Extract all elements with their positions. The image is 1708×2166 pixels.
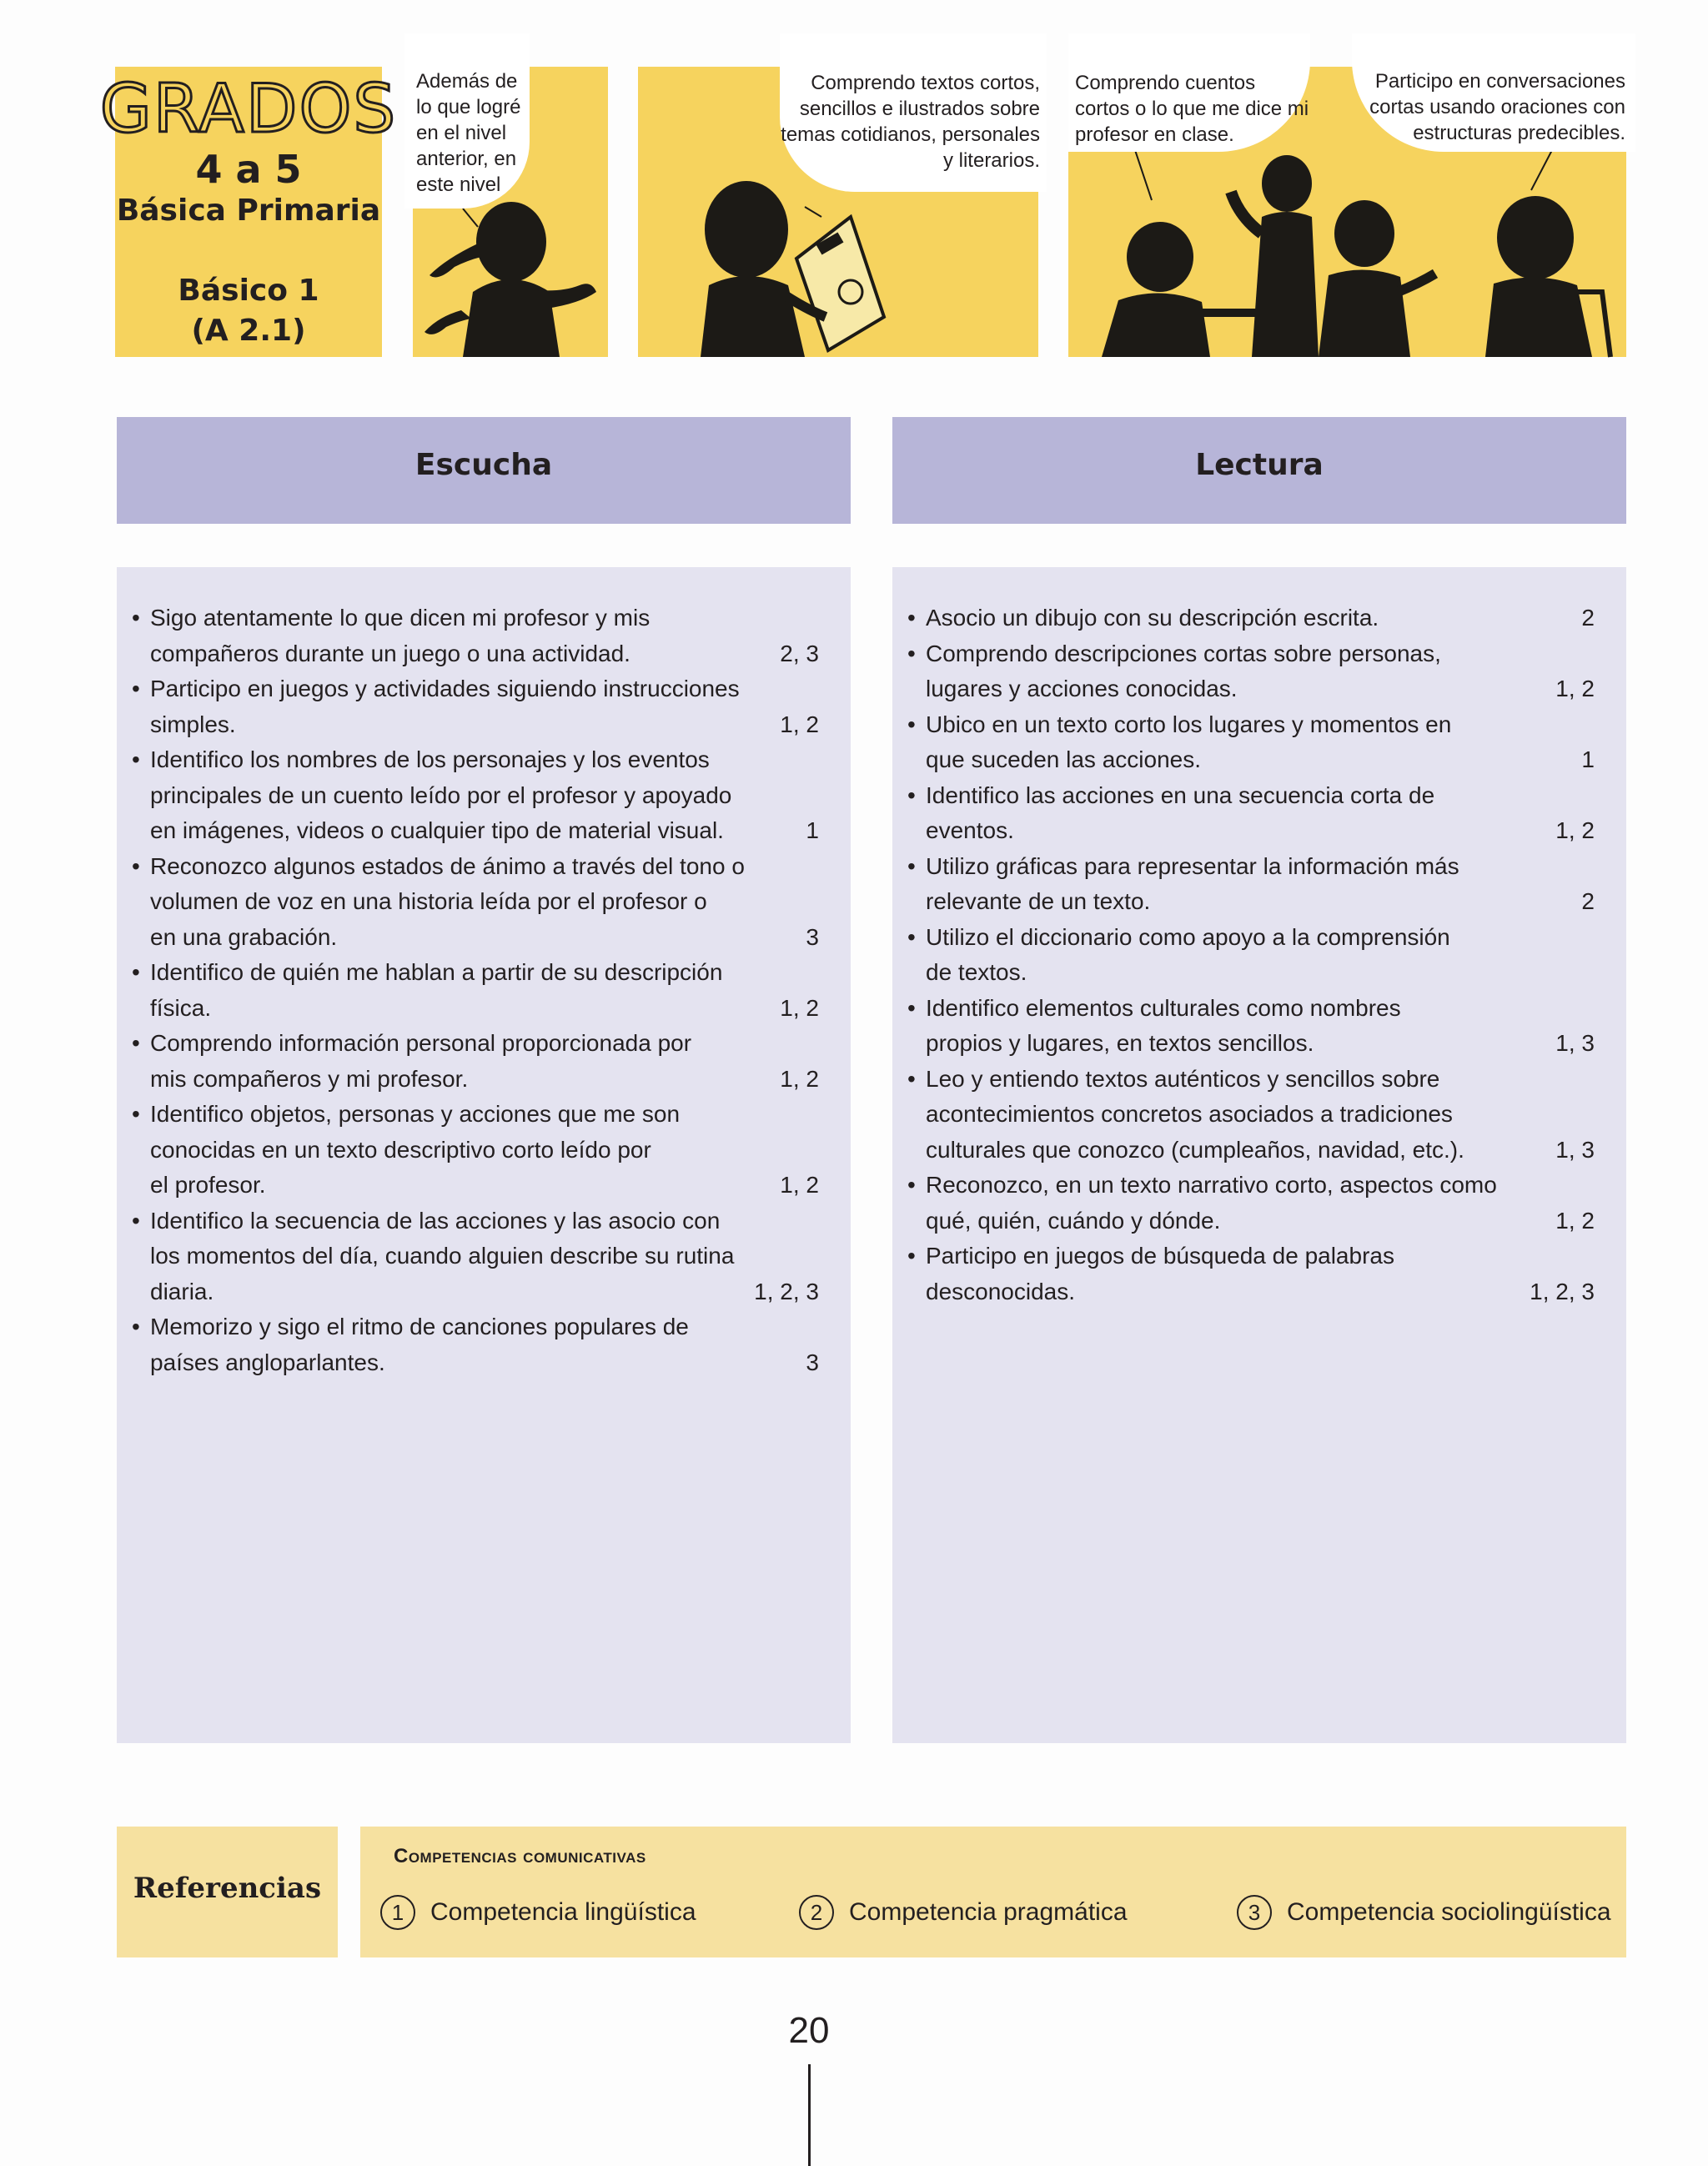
list-text: propios y lugares, en textos sencillos. (926, 1030, 1314, 1056)
list-bullet: • (907, 1065, 916, 1092)
competence-reference: 1, 2, 3 (754, 1278, 819, 1304)
competence-reference: 2 (1581, 605, 1595, 631)
list-line (907, 1239, 1610, 1274)
list-text: Identifico la secuencia de las acciones y las asocio con (150, 1207, 721, 1234)
page-number: 20 (788, 2010, 830, 2051)
grade-level: Básica Primaria (116, 193, 381, 228)
escucha-header: Escucha (117, 417, 851, 524)
list-text: simples. (150, 711, 236, 737)
list-text: Utilizo gráficas para representar la información más (926, 852, 1459, 879)
list-bullet: • (907, 640, 916, 666)
list-bullet: • (907, 1172, 916, 1198)
list-line (907, 1133, 1610, 1168)
list-line (907, 1062, 1610, 1097)
list-text: que suceden las acciones. (926, 746, 1201, 772)
list-text: Identifico objetos, personas y acciones que me son (150, 1101, 681, 1127)
list-text: Participo en juegos y actividades siguiendo instrucciones (150, 676, 740, 701)
references-title: Competencias comunicativas (394, 1845, 646, 1867)
competence-reference: 1 (806, 817, 819, 843)
list-bullet: • (907, 994, 916, 1021)
list-line (907, 991, 1610, 1026)
list-bullet: • (132, 959, 140, 985)
list-text: Asocio un dibujo con su descripción escrita. (926, 605, 1379, 631)
competence-reference: 1, 2, 3 (1530, 1278, 1595, 1304)
list-line (132, 1168, 834, 1203)
list-text: Comprendo información personal proporcionada por (150, 1030, 692, 1056)
list-text: acontecimientos concretos asociados a tradiciones (926, 1101, 1453, 1127)
list-line (907, 1097, 1610, 1132)
list-text: Identifico elementos culturales como nombres (926, 994, 1401, 1021)
list-bullet: • (907, 923, 916, 950)
speech-bubble-4: Participo en conversaciones cortas usando oraciones con estructuras predecibles. (1352, 33, 1635, 152)
list-text: Participo en juegos de búsqueda de palabras (926, 1243, 1394, 1269)
list-text: en imágenes, videos o cualquier tipo de material visual. (150, 817, 724, 843)
grade-range: 4 a 5 (195, 147, 302, 192)
list-bullet: • (132, 676, 140, 701)
reference-number: 3 (1237, 1895, 1272, 1930)
list-line (907, 955, 1610, 990)
list-text: Comprendo descripciones cortas sobre personas, (926, 640, 1441, 666)
speech-bubble-2: Comprendo textos cortos, sencillos e ilustrados sobre temas cotidianos, personales y literarios. (780, 33, 1047, 192)
list-text: física. (150, 994, 212, 1021)
list-line (132, 671, 834, 706)
list-bullet: • (907, 711, 916, 737)
list-text: Ubico en un texto corto los lugares y momentos en (926, 711, 1452, 737)
references-label: Referencias (133, 1872, 322, 1905)
list-bullet: • (132, 1207, 140, 1234)
grade-panel (99, 67, 398, 357)
list-text: Leo y entiendo textos auténticos y sencillos sobre (926, 1065, 1440, 1092)
list-line (907, 884, 1610, 919)
grados-title (99, 70, 398, 148)
list-line (132, 955, 834, 990)
reference-number: 2 (799, 1895, 834, 1930)
list-line (907, 849, 1610, 884)
competence-reference: 1, 2 (1555, 817, 1595, 843)
list-line (132, 813, 834, 848)
list-bullet: • (907, 781, 916, 808)
list-line (907, 1026, 1610, 1061)
list-line (907, 707, 1610, 742)
list-line (132, 636, 834, 671)
list-line (132, 778, 834, 813)
list-bullet: • (132, 605, 140, 631)
list-line (132, 742, 834, 777)
list-text: Memorizo y sigo el ritmo de canciones populares de (150, 1314, 689, 1339)
list-text: culturales que conozco (cumpleaños, navidad, etc.). (926, 1136, 1464, 1163)
competence-reference: 1, 2 (1555, 1207, 1595, 1234)
escucha-list (117, 567, 851, 1743)
list-line (907, 813, 1610, 848)
page-divider-line (808, 2064, 811, 2166)
list-text: en una grabación. (150, 923, 338, 950)
list-text: Sigo atentamente lo que dicen mi profesor y mis (150, 605, 651, 631)
list-line (132, 707, 834, 742)
references-box (360, 1827, 1626, 1957)
illustration-panel-classroom (1068, 67, 1626, 357)
competence-reference: 1, 2 (780, 711, 819, 737)
list-line (132, 849, 834, 884)
basico-line-1: Básico 1 (178, 274, 319, 308)
list-line (132, 884, 834, 919)
list-line (907, 920, 1610, 955)
list-text: los momentos del día, cuando alguien describe su rutina (150, 1243, 735, 1269)
competence-reference: 1, 2 (780, 1172, 819, 1198)
basico-line-2: (A 2.1) (191, 314, 306, 348)
list-line (907, 671, 1610, 706)
list-line (132, 1133, 834, 1168)
speech-bubble-3: Comprendo cuentos cortos o lo que me dice mi profesor en clase. (1068, 33, 1310, 152)
list-line (132, 601, 834, 636)
list-line (132, 1204, 834, 1239)
speech-bubble-1: Además de lo que logré en el nivel anterior, en este nivel (404, 33, 530, 209)
list-bullet: • (907, 1243, 916, 1269)
list-text: desconocidas. (926, 1278, 1076, 1304)
list-bullet: • (132, 1101, 140, 1127)
list-line (132, 1309, 834, 1344)
list-bullet: • (132, 852, 140, 879)
reference-text: Competencia sociolingüística (1287, 1898, 1611, 1926)
list-text: compañeros durante un juego o una actividad. (150, 640, 630, 666)
list-text: principales de un cuento leído por el profesor y apoyado (150, 781, 732, 808)
list-text: Identifico las acciones en una secuencia corta de (926, 781, 1435, 808)
list-text: Reconozco algunos estados de ánimo a través del tono o (150, 852, 745, 879)
list-line (132, 1026, 834, 1061)
list-text: Identifico los nombres de los personajes y los eventos (150, 746, 710, 772)
grade-basico (115, 271, 382, 351)
list-line (132, 920, 834, 955)
list-line (132, 1274, 834, 1309)
illustration-panel-girl (413, 67, 608, 357)
list-text: de textos. (926, 959, 1027, 985)
competence-reference: 2, 3 (780, 640, 819, 666)
list-text: conocidas en un texto descriptivo corto leído por (150, 1136, 651, 1163)
list-line (907, 636, 1610, 671)
lectura-header: Lectura (892, 417, 1626, 524)
competence-reference: 1, 3 (1555, 1136, 1595, 1163)
competence-reference: 1 (1581, 746, 1595, 772)
reference-text: Competencia lingüística (430, 1898, 696, 1926)
competence-reference: 1, 2 (780, 994, 819, 1021)
svg-text:GRADOS: GRADOS (99, 70, 398, 148)
list-text: Utilizo el diccionario como apoyo a la comprensión (926, 923, 1450, 950)
list-text: Reconozco, en un texto narrativo corto, aspectos como (926, 1172, 1497, 1198)
list-bullet: • (132, 1030, 140, 1056)
reference-number: 1 (380, 1895, 415, 1930)
list-line (132, 1097, 834, 1132)
list-text: mis compañeros y mi profesor. (150, 1065, 469, 1092)
illustration-panel-boy-reading (638, 67, 1038, 357)
list-text: el profesor. (150, 1172, 266, 1198)
list-text: qué, quién, cuándo y dónde. (926, 1207, 1221, 1234)
competence-reference: 1, 2 (1555, 676, 1595, 701)
list-line (907, 601, 1610, 636)
references-label-box (117, 1827, 338, 1957)
list-line (907, 1168, 1610, 1203)
list-text: países angloparlantes. (150, 1349, 385, 1375)
competence-reference: 3 (806, 923, 819, 950)
reference-text: Competencia pragmática (849, 1898, 1128, 1926)
lectura-list (892, 567, 1626, 1743)
list-line (132, 1239, 834, 1274)
list-text: lugares y acciones conocidas. (926, 676, 1238, 701)
list-line (907, 1274, 1610, 1309)
competence-reference: 1, 3 (1555, 1030, 1595, 1056)
list-text: diaria. (150, 1278, 214, 1304)
competence-reference: 1, 2 (780, 1065, 819, 1092)
list-text: relevante de un texto. (926, 888, 1151, 914)
list-bullet: • (907, 605, 916, 631)
list-text: eventos. (926, 817, 1014, 843)
list-line (132, 1345, 834, 1380)
competence-reference: 3 (806, 1349, 819, 1375)
competence-reference: 2 (1581, 888, 1595, 914)
list-line (907, 1204, 1610, 1239)
list-line (907, 742, 1610, 777)
list-bullet: • (132, 746, 140, 772)
list-bullet: • (132, 1314, 140, 1339)
list-text: volumen de voz en una historia leída por el profesor o (150, 888, 707, 914)
list-line (132, 1062, 834, 1097)
list-bullet: • (907, 852, 916, 879)
list-text: Identifico de quién me hablan a partir de su descripción (150, 959, 723, 985)
list-line (907, 778, 1610, 813)
list-line (132, 991, 834, 1026)
